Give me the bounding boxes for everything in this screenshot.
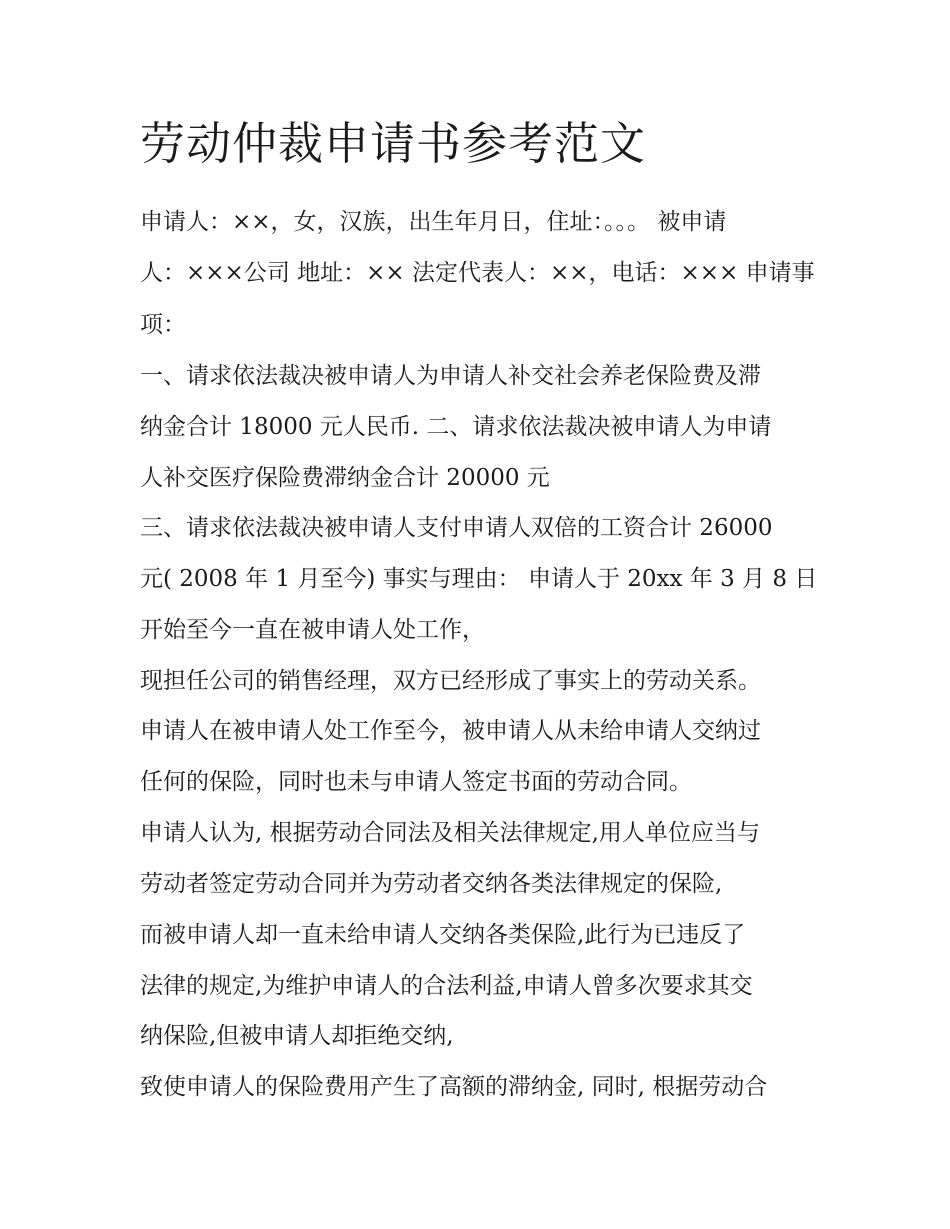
body-line: 法律的规定,为维护申请人的合法利益,申请人曾多次要求其交 — [140, 973, 753, 999]
body-line: 一、请求依法裁决被申请人为申请人补交社会养老保险费及滞 — [140, 363, 761, 389]
body-line: 现担任公司的销售经理，双方已经形成了事实上的劳动关系。 — [140, 668, 761, 694]
body-line: 申请人认为, 根据劳动合同法及相关法律规定,用人单位应当与 — [140, 820, 760, 846]
body-line: 人补交医疗保险费滞纳金合计 20000 元 — [140, 465, 550, 491]
body-line: 人：×××公司 地址：×× 法定代表人：××，电话：××× 申请事 — [140, 260, 815, 286]
body-line: 纳金合计 18000 元人民币. 二、请求依法裁决被申请人为申请 — [140, 414, 772, 440]
body-line: 而被申请人却一直未给申请人交纳各类保险,此行为已违反了 — [140, 922, 746, 948]
body-line: 致使申请人的保险费用产生了高额的滞纳金, 同时, 根据劳动合 — [140, 1074, 768, 1100]
body-line: 申请人在被申请人处工作至今，被申请人从未给申请人交纳过 — [140, 718, 761, 744]
body-line: 申请人：××，女，汉族，出生年月日，住址：。。。 被申请 — [140, 209, 727, 235]
body-line: 劳动者签定劳动合同并为劳动者交纳各类法律规定的保险, — [140, 871, 723, 897]
document-title: 劳动仲裁申请书参考范文 — [140, 117, 647, 170]
body-line: 项： — [140, 312, 186, 338]
body-line: 元( 2008 年 1 月至今) 事实与理由： 申请人于 20xx 年 3 月 8 日 — [140, 566, 818, 592]
body-line: 三、请求依法裁决被申请人支付申请人双倍的工资合计 26000 — [140, 515, 773, 541]
body-line: 纳保险,但被申请人却拒绝交纳, — [140, 1023, 454, 1049]
body-line: 任何的保险，同时也未与申请人签定书面的劳动合同。 — [140, 769, 692, 795]
body-line: 开始至今一直在被申请人处工作， — [140, 617, 485, 643]
